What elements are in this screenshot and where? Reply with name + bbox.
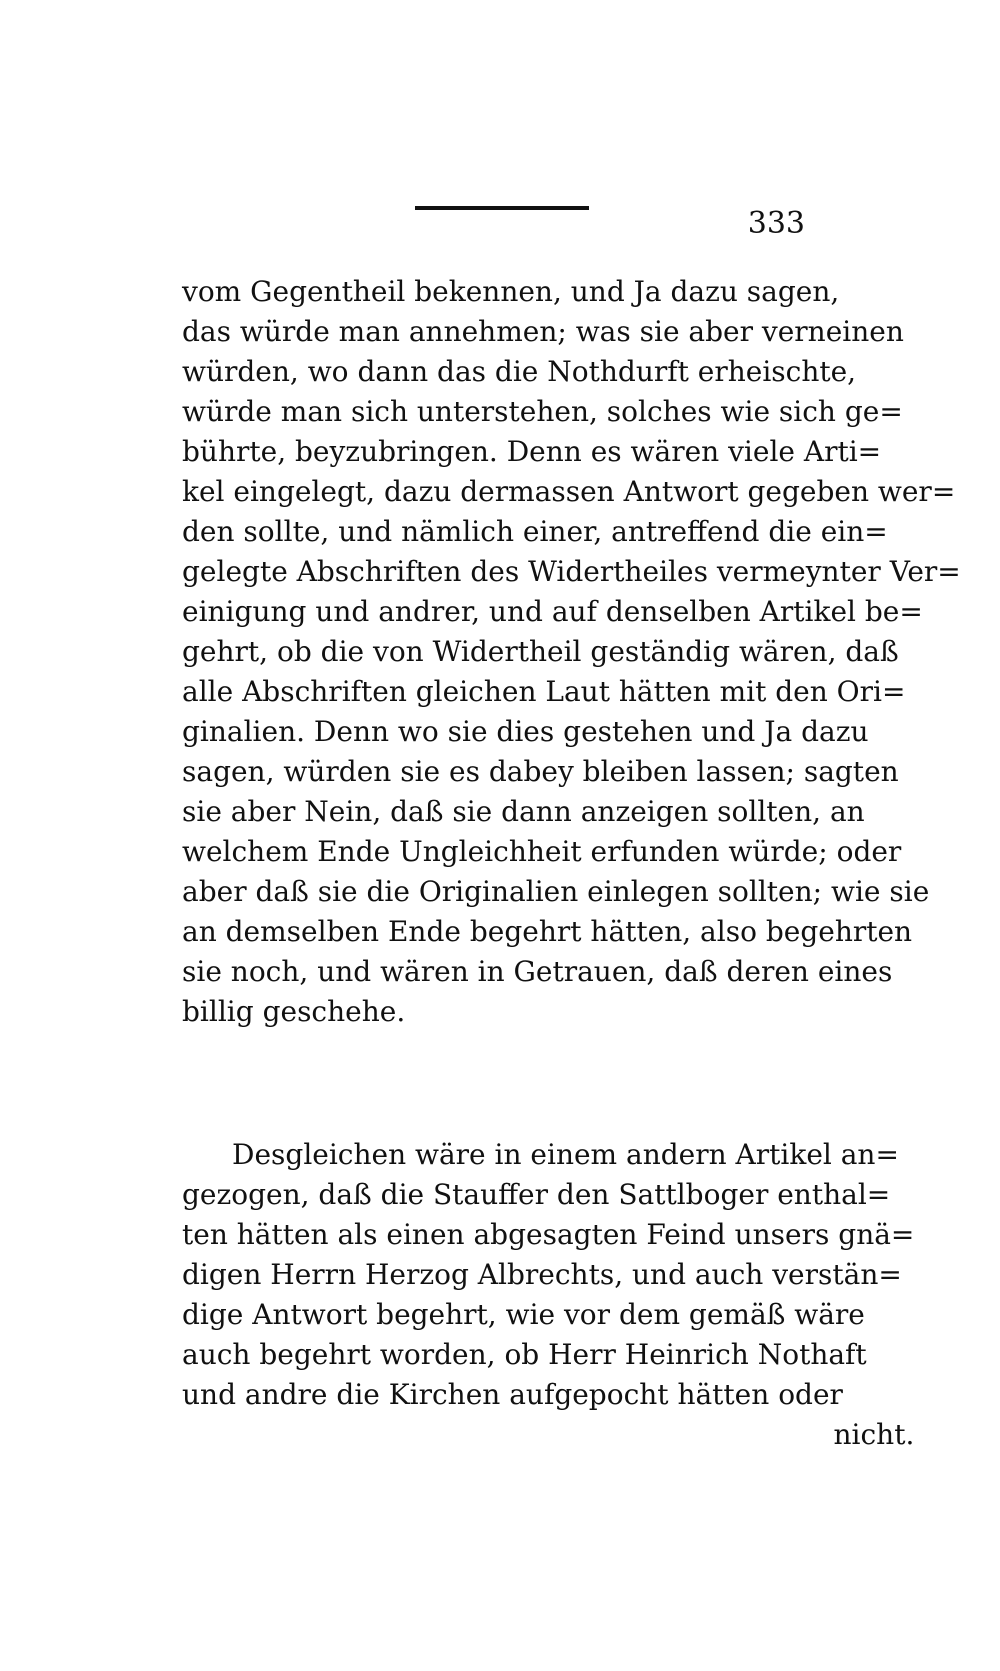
paragraph-line: vom Gegentheil bekennen, und Ja dazu sagen, [182, 275, 840, 308]
paragraph-line: an demselben Ende begehrt hätten, also begehrten [182, 915, 913, 948]
paragraph-line: nicht. [833, 1418, 915, 1451]
paragraph-line: Desgleichen wäre in einem andern Artikel an= [232, 1138, 899, 1171]
paragraph-line: bührte, beyzubringen. Denn es wären viele Arti= [182, 435, 882, 468]
paragraph-line: ginalien. Denn wo sie dies gestehen und Ja dazu [182, 715, 869, 748]
paragraph-line: und andre die Kirchen aufgepocht hätten oder [182, 1378, 843, 1411]
paragraph-line: sie noch, und wären in Getrauen, daß deren eines [182, 955, 893, 988]
paragraph-line: dige Antwort begehrt, wie vor dem gemäß wäre [182, 1298, 865, 1331]
paragraph-line: aber daß sie die Originalien einlegen sollten; wie sie [182, 875, 930, 908]
paragraph-line: welchem Ende Ungleichheit erfunden würde; oder [182, 835, 902, 868]
paragraph-line: auch begehrt worden, ob Herr Heinrich Nothaft [182, 1338, 867, 1371]
paragraph-line: das würde man annehmen; was sie aber verneinen [182, 315, 904, 348]
paragraph-line: sagen, würden sie es dabey bleiben lassen; sagten [182, 755, 899, 788]
paragraph-line: billig geschehe. [182, 995, 406, 1028]
paragraph-line: würde man sich unterstehen, solches wie sich ge= [182, 395, 903, 428]
paragraph-1 [182, 272, 961, 1032]
paragraph-line: kel eingelegt, dazu dermassen Antwort gegeben wer= [182, 475, 956, 508]
paragraph-line: digen Herrn Herzog Albrechts, und auch verstän= [182, 1258, 902, 1291]
paragraph-2 [182, 1135, 914, 1455]
paragraph-line: sie aber Nein, daß sie dann anzeigen sollten, an [182, 795, 865, 828]
paragraph-line: würden, wo dann das die Nothdurft erheischte, [182, 355, 857, 388]
paragraph-line: einigung und andrer, und auf denselben Artikel be= [182, 595, 923, 628]
paragraph-line: alle Abschriften gleichen Laut hätten mit den Ori= [182, 675, 906, 708]
page-number: 333 [747, 206, 805, 241]
paragraph-line: gelegte Abschriften des Widertheiles vermeynter Ver= [182, 555, 961, 588]
paragraph-line: gehrt, ob die von Widertheil geständig wären, daß [182, 635, 899, 668]
paragraph-line: ten hätten als einen abgesagten Feind unsers gnä= [182, 1218, 915, 1251]
paragraph-line: gezogen, daß die Stauffer den Sattlboger enthal= [182, 1178, 891, 1211]
header-rule [415, 206, 589, 210]
paragraph-line: den sollte, und nämlich einer, antreffend die ein= [182, 515, 888, 548]
